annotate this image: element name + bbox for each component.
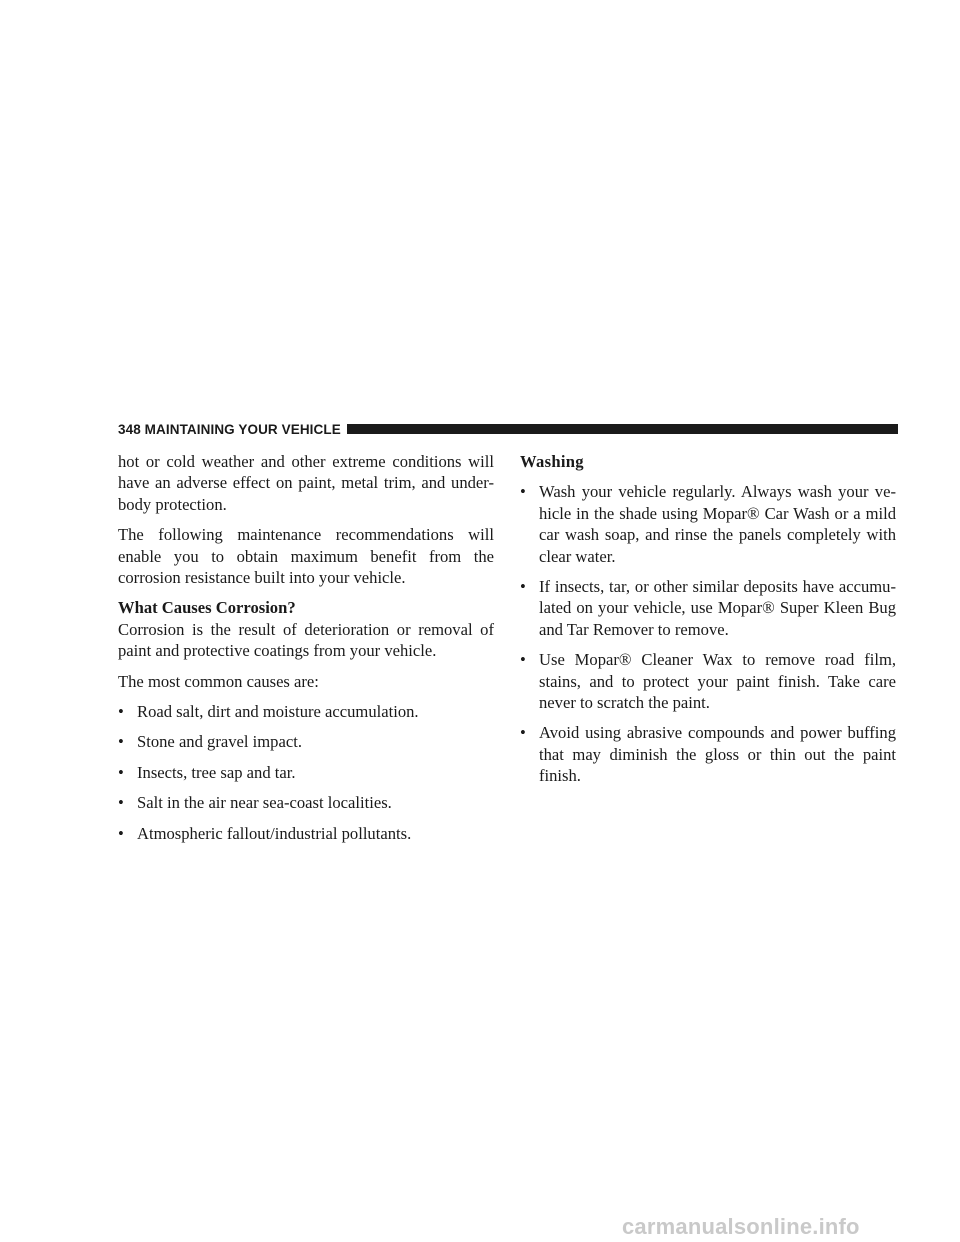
intro-paragraph: hot or cold weather and other extreme conditions will have an adverse effect on paint, metal trim, and under-body protection. <box>118 452 494 514</box>
causes-list <box>118 701 494 844</box>
recommendation-paragraph: The following maintenance recommendations will enable you to obtain maximum benefit from the corrosion resistance built into your vehicle. <box>118 525 494 588</box>
bullet-icon: • <box>520 723 526 743</box>
page-number-title: 348 MAINTAINING YOUR VEHICLE <box>118 421 341 437</box>
page-header <box>118 421 898 437</box>
list-item: • Atmospheric fallout/industrial pollutants. <box>118 823 412 843</box>
washing-list <box>520 481 896 786</box>
list-item: • Salt in the air near sea-coast localities. <box>118 793 392 813</box>
bullet-icon: • <box>520 482 526 502</box>
washing-heading: Washing <box>520 452 584 471</box>
common-causes-lead: The most common causes are: <box>118 671 319 691</box>
corrosion-heading: What Causes Corrosion? <box>118 598 296 618</box>
header-rule <box>347 424 898 434</box>
list-item: • Avoid using abrasive compounds and power buffing that may diminish the gloss or thin out the paint finish. <box>520 723 896 786</box>
list-item: • Stone and gravel impact. <box>118 732 302 752</box>
bullet-icon: • <box>520 650 526 670</box>
left-column <box>118 451 494 853</box>
bullet-icon: • <box>118 732 124 752</box>
bullet-icon: • <box>118 702 124 722</box>
list-item: • If insects, tar, or other similar deposits have accumu-lated on your vehicle, use Mopar® Super Kleen Bug and Tar Remover to remove. <box>520 577 896 639</box>
list-item: • Road salt, dirt and moisture accumulation. <box>118 702 419 722</box>
right-column <box>520 451 896 796</box>
corrosion-definition: Corrosion is the result of deterioration or removal of paint and protective coatings from your vehicle. <box>118 619 494 661</box>
bullet-icon: • <box>520 577 526 597</box>
bullet-icon: • <box>118 823 124 843</box>
list-item: • Insects, tree sap and tar. <box>118 762 296 782</box>
list-item: • Wash your vehicle regularly. Always wash your ve-hicle in the shade using Mopar® Car Wash or a mild car wash soap, and rinse the panels completely with clear water. <box>520 482 896 566</box>
bullet-icon: • <box>118 793 124 813</box>
watermark: carmanualsonline.info <box>622 1214 860 1239</box>
list-item: • Use Mopar® Cleaner Wax to remove road film, stains, and to protect your paint finish. Take care never to scratch the paint. <box>520 650 896 713</box>
bullet-icon: • <box>118 762 124 782</box>
